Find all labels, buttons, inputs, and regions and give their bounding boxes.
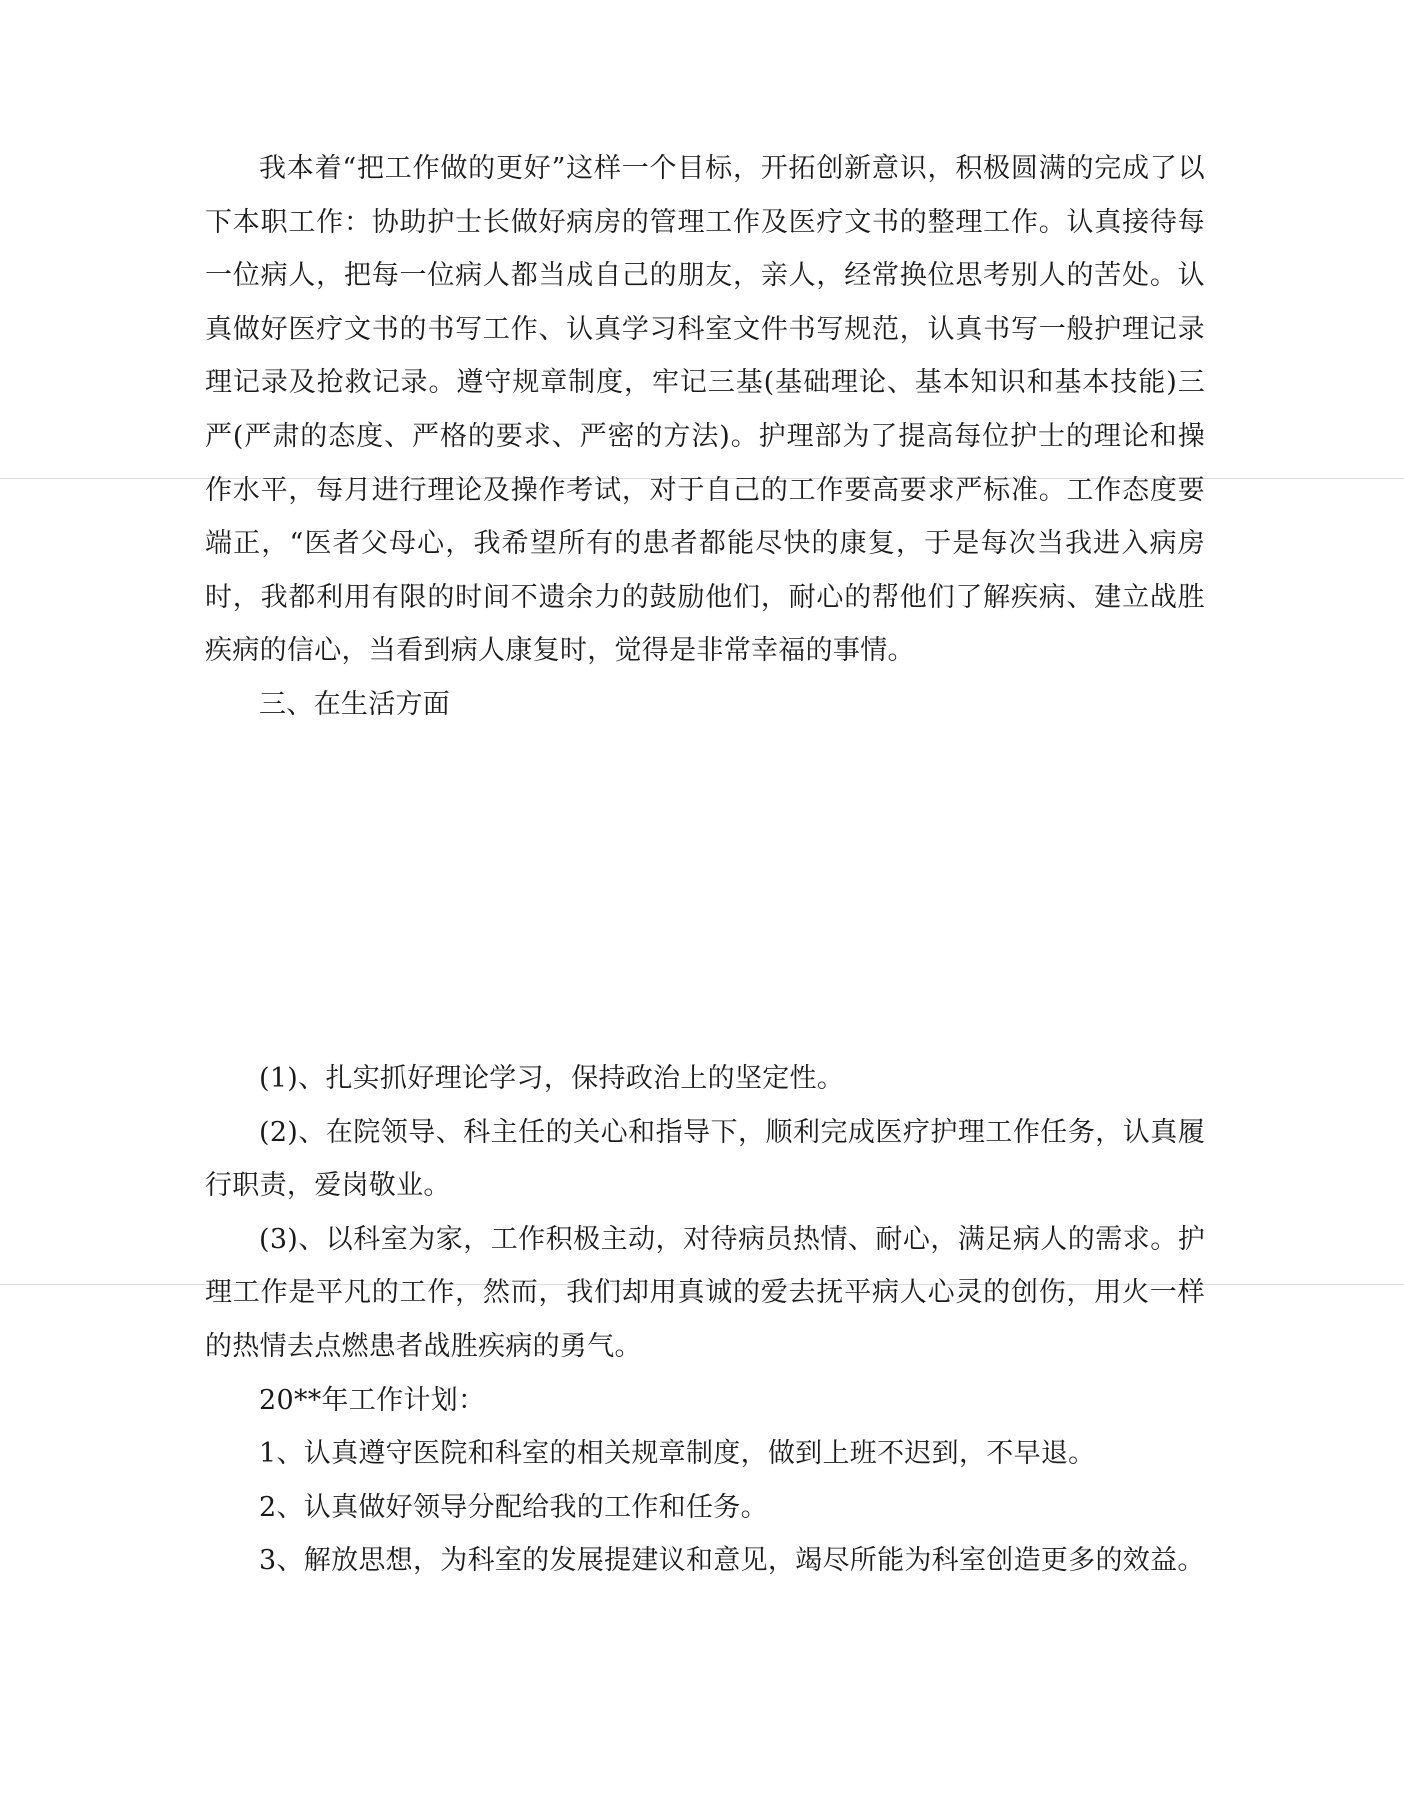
plan-item-1: 1、认真遵守医院和科室的相关规章制度，做到上班不迟到，不早退。 — [259, 1438, 1096, 1470]
plan-item-3: 3、解放思想，为科室的发展提建议和意见，竭尽所能为科室创造更多的效益。 — [259, 1545, 1205, 1577]
paragraph-item-3: (3)、以科室为家，工作积极主动，对待病员热情、耐心，满足病人的需求。护理工作是平凡的工作，然而，我们却用真诚的爱去抚平病人心灵的创伤，用火一样的热情去点燃患者战胜疾病的勇气。 — [205, 1223, 1205, 1362]
text-block-work — [205, 142, 1205, 732]
paragraph-work-summary: 我本着“把工作做的更好”这样一个目标，开拓创新意识，积极圆满的完成了以下本职工作：协助护士长做好病房的管理工作及医疗文书的整理工作。认真接待每一位病人，把每一位病人都当成自己的朋友，亲人，经常换位思考别人的苦处。认真做好医疗文书的书写工作、认真学习科室文件书写规范，认真书写一般护理记录理记录及抢救记录。遵守规章制度，牢记三基(基础理论、基本知识和基本技能)三严(严肃的态度、严格的要求、严密的方法)。护理部为了提高每位护士的理论和操作水平，每月进行理论及操作考试，对于自己的工作要高要求严标准。工作态度要端正，“医者父母心，我希望所有的患者都能尽快的康复，于是每次当我进入病房时，我都利用有限的时间不遗余力的鼓励他们，耐心的帮他们了解疾病、建立战胜疾病的信心，当看到病人康复时，觉得是非常幸福的事情。 — [205, 153, 1205, 667]
paragraph-item-1: (1)、扎实抓好理论学习，保持政治上的坚定性。 — [259, 1063, 845, 1094]
plan-item-2: 2、认真做好领导分配给我的工作和任务。 — [259, 1491, 768, 1523]
paragraph-item-2: (2)、在院领导、科主任的关心和指导下，顺利完成医疗护理工作任务，认真履行职责，爱岗敬业。 — [205, 1116, 1205, 1202]
text-block-life — [205, 1052, 1205, 1588]
section-heading-life: 三、在生活方面 — [259, 688, 451, 720]
plan-heading: 20**年工作计划： — [259, 1384, 486, 1416]
